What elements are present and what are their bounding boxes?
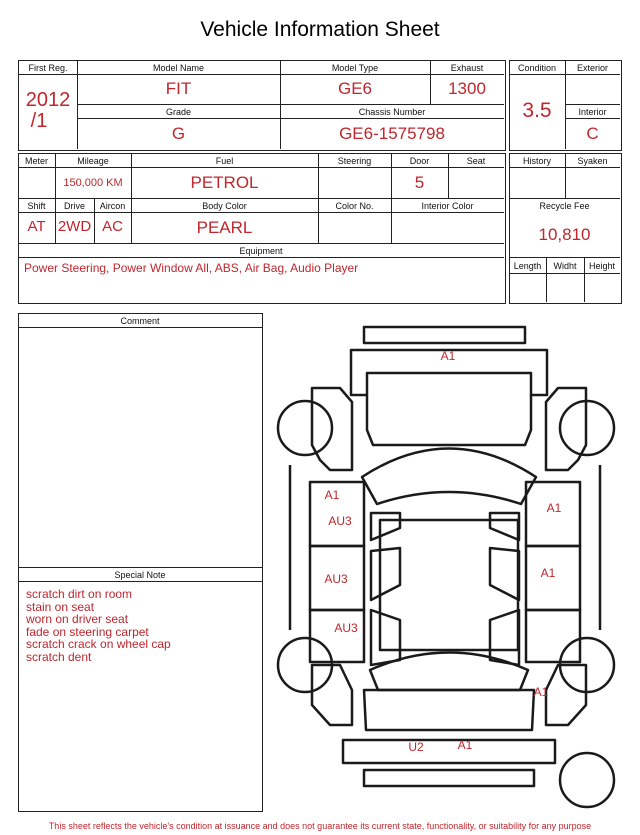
syaken-label: Syaken bbox=[577, 156, 608, 166]
fuel-label: Fuel bbox=[215, 156, 234, 166]
damage-mark-left-front-door: AU3 bbox=[328, 514, 352, 528]
first-reg-month: /1 bbox=[30, 110, 48, 132]
recycle-fee-value: 10,810 bbox=[538, 225, 591, 244]
model-type-value: GE6 bbox=[337, 79, 373, 98]
special-note-item: scratch dirt on room bbox=[26, 587, 133, 601]
damage-mark-right-front-door: A1 bbox=[546, 501, 562, 515]
disclaimer-footer: This sheet reflects the vehicle's condition at issuance and does not guarantee its current state, functionality, or suitability for any purpose bbox=[48, 821, 592, 831]
shift-value: AT bbox=[27, 218, 46, 235]
chassis-number-label: Chassis Number bbox=[358, 107, 426, 117]
interior-value: C bbox=[586, 124, 599, 143]
grade-value: G bbox=[171, 124, 186, 143]
width-label: Widht bbox=[553, 261, 577, 271]
special-note-item: scratch crack on wheel cap bbox=[26, 637, 171, 651]
damage-mark-rear-u2: U2 bbox=[408, 740, 424, 754]
chassis-number-value: GE6-1575798 bbox=[339, 124, 445, 143]
mileage-label: Mileage bbox=[77, 156, 109, 166]
mileage-value: 150,000 KM bbox=[63, 177, 123, 189]
special-note-item: fade on steering carpet bbox=[26, 624, 149, 639]
fuel-value: PETROL bbox=[190, 173, 259, 192]
damage-mark-hood: A1 bbox=[440, 349, 456, 363]
equipment-value: Power Steering, Power Window All, ABS, Air Bag, Audio Player bbox=[24, 261, 359, 275]
drive-value: 2WD bbox=[57, 218, 92, 235]
aircon-value: AC bbox=[102, 218, 123, 235]
body-color-value: PEARL bbox=[196, 218, 253, 237]
condition-label: Condition bbox=[517, 63, 557, 73]
special-note-label: Special Note bbox=[114, 570, 166, 580]
grade-label: Grade bbox=[165, 107, 191, 117]
seat-label: Seat bbox=[466, 156, 486, 166]
special-note-item: stain on seat bbox=[26, 599, 95, 614]
model-type-label: Model Type bbox=[331, 63, 379, 73]
comment-label: Comment bbox=[120, 316, 160, 326]
aircon-label: Aircon bbox=[99, 201, 126, 211]
damage-mark-left-rear-door: AU3 bbox=[324, 572, 348, 586]
exterior-label: Exterior bbox=[576, 63, 608, 73]
body-color-label: Body Color bbox=[202, 201, 247, 211]
damage-mark-left-fender: A1 bbox=[324, 488, 340, 502]
damage-mark-left-quarter: AU3 bbox=[334, 621, 358, 635]
interior-label: Interior bbox=[578, 107, 607, 117]
condition-value: 3.5 bbox=[522, 99, 552, 122]
height-label: Height bbox=[588, 261, 615, 271]
door-label: Door bbox=[409, 156, 430, 166]
door-value: 5 bbox=[414, 173, 425, 192]
damage-mark-right-rear-door: A1 bbox=[540, 566, 556, 580]
sheet-title: Vehicle Information Sheet bbox=[200, 18, 440, 41]
meter-label: Meter bbox=[24, 156, 48, 166]
special-note-item: worn on driver seat bbox=[26, 612, 129, 626]
length-label: Length bbox=[513, 261, 542, 271]
steering-label: Steering bbox=[337, 156, 372, 166]
recycle-fee-label: Recycle Fee bbox=[539, 201, 590, 211]
exhaust-label: Exhaust bbox=[450, 63, 484, 73]
damage-mark-right-quarter: A1 bbox=[533, 685, 549, 699]
special-note-item: scratch dent bbox=[26, 649, 92, 664]
equipment-label: Equipment bbox=[239, 246, 283, 256]
model-name-label: Model Name bbox=[152, 63, 205, 73]
first-reg-label: First Reg. bbox=[28, 63, 68, 73]
shift-label: Shift bbox=[27, 201, 46, 211]
history-label: History bbox=[522, 156, 551, 166]
drive-label: Drive bbox=[63, 201, 85, 211]
exhaust-value: 1300 bbox=[448, 79, 486, 98]
damage-mark-rear-a1: A1 bbox=[457, 738, 473, 752]
first-reg-year: 2012 bbox=[25, 89, 71, 111]
interior-color-label: Interior Color bbox=[421, 201, 474, 211]
model-name-value: FIT bbox=[165, 79, 192, 98]
color-no-label: Color No. bbox=[335, 201, 374, 211]
